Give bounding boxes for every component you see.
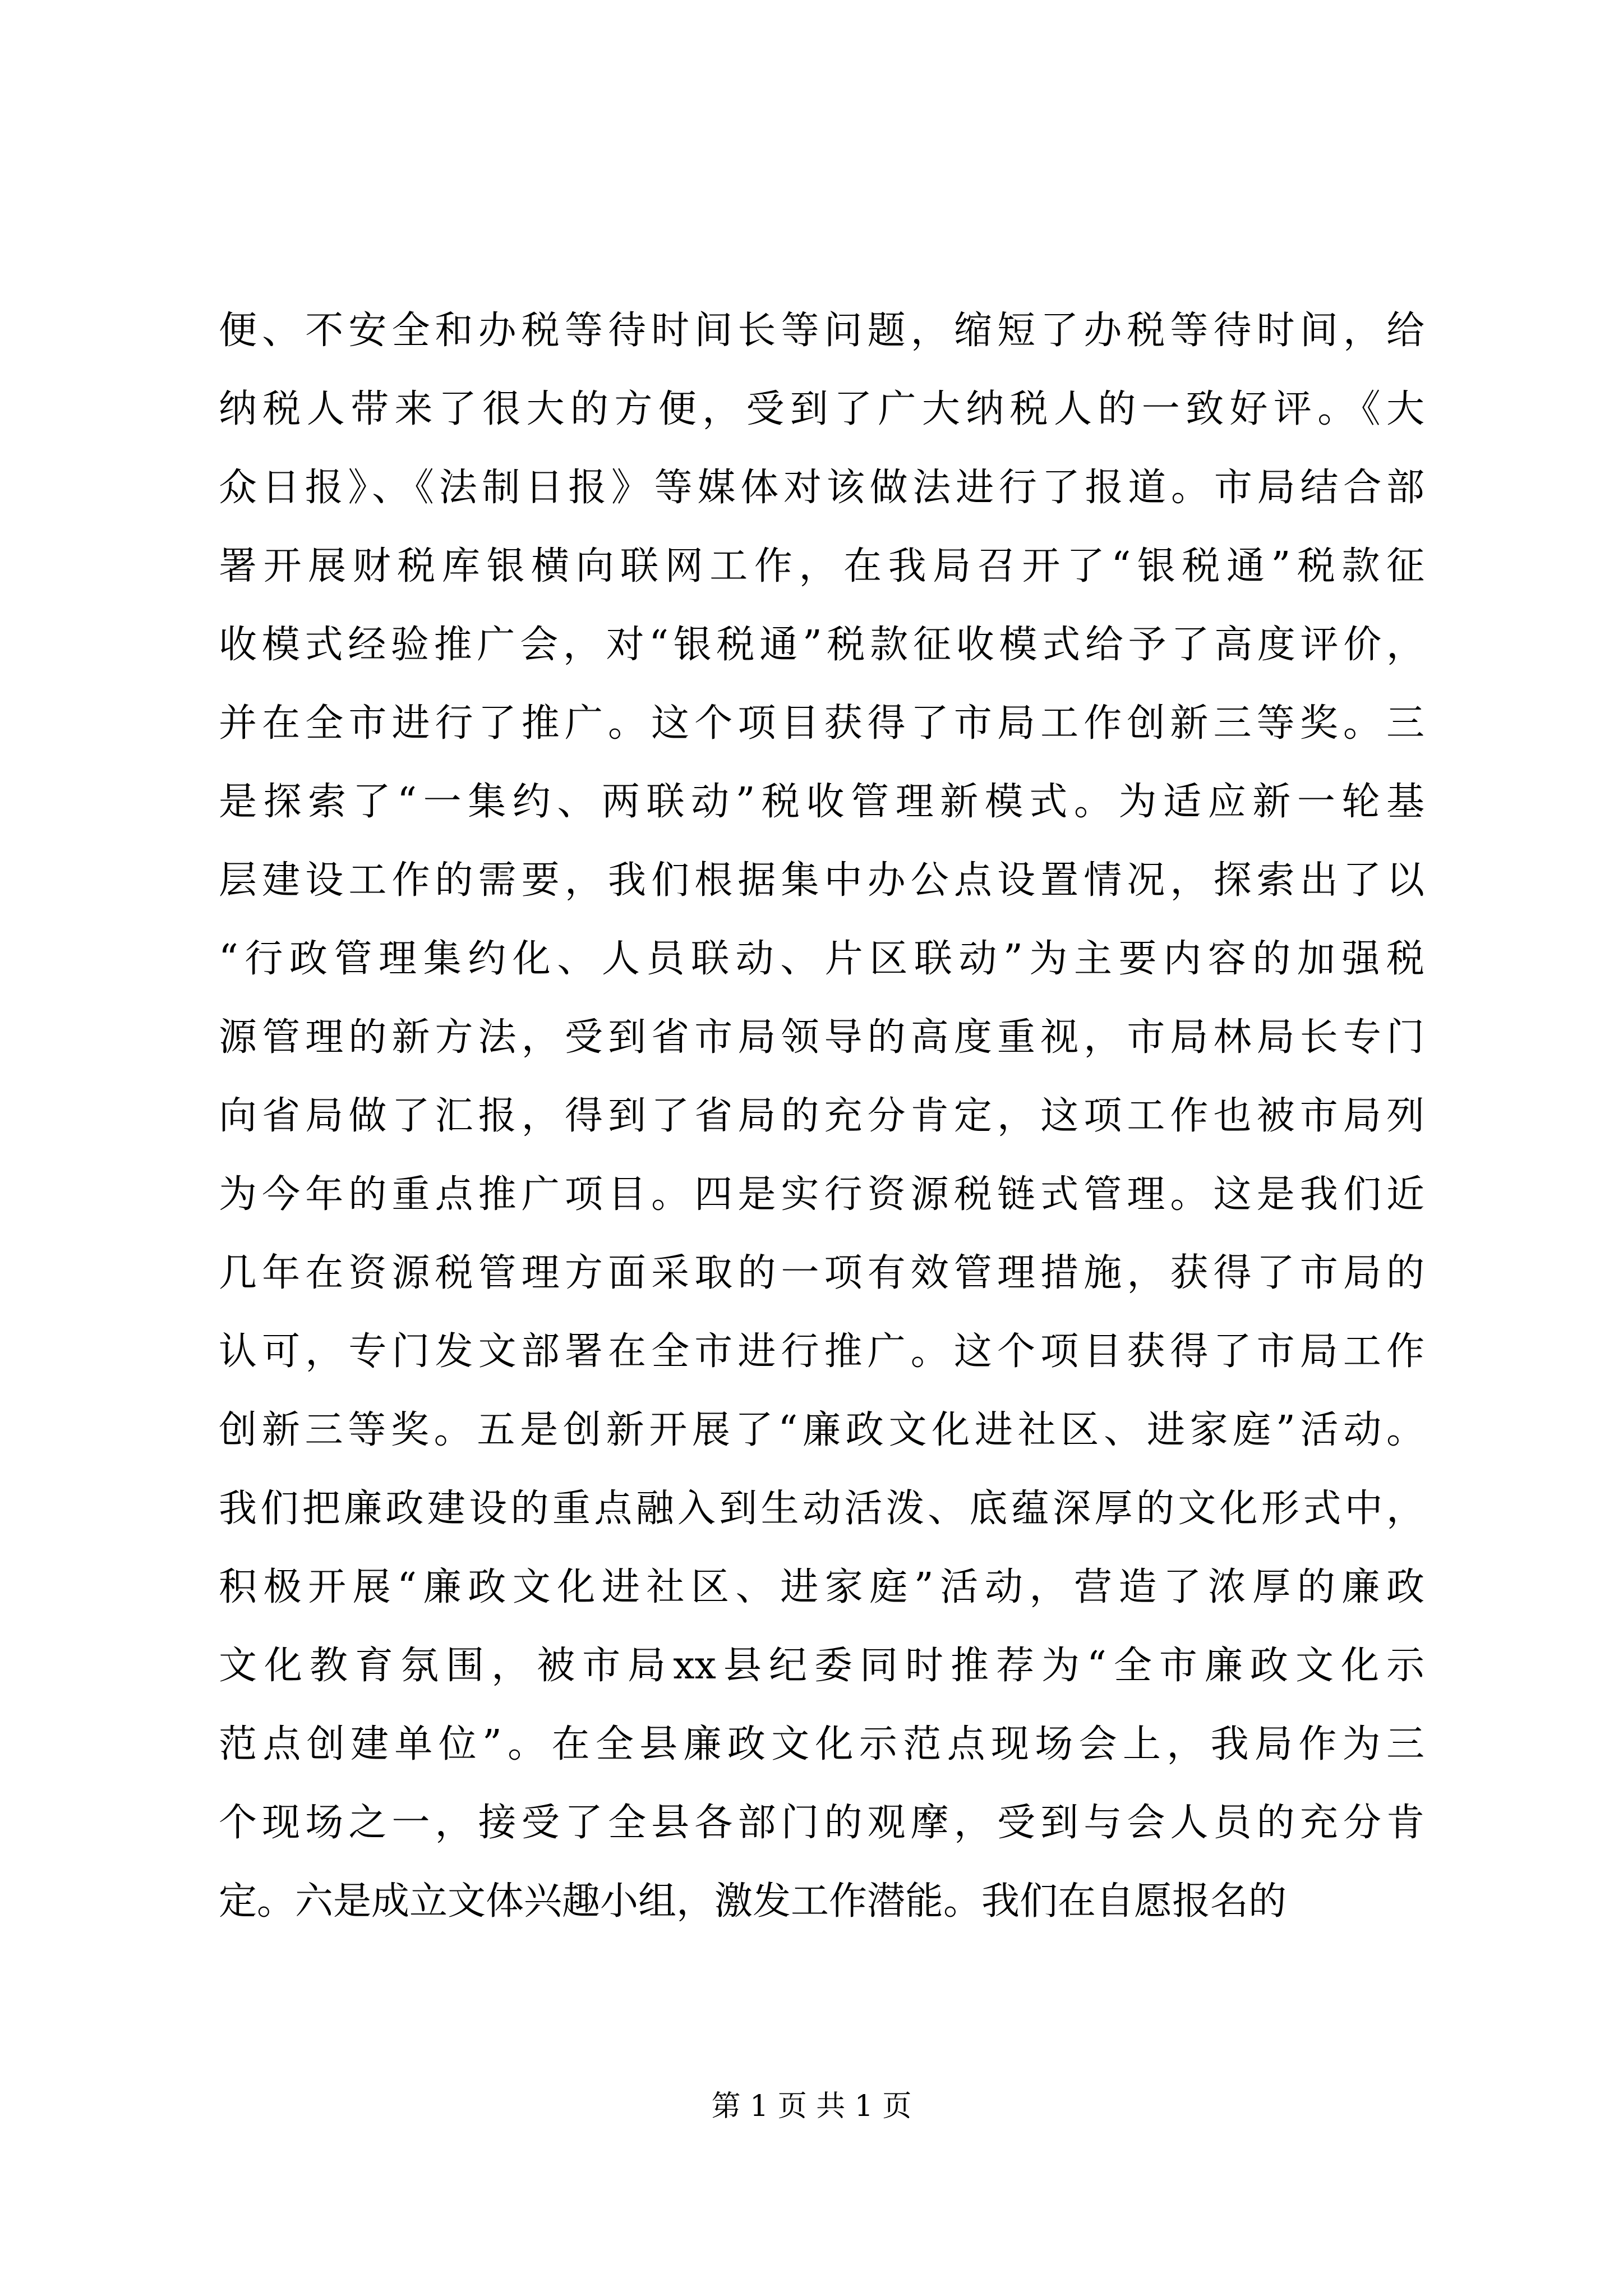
- text-line: 便、不安全和办税等待时间长等问题，缩短了办税等待时间，给: [219, 309, 1424, 353]
- page-number-label: 第 1 页 共 1 页: [711, 2090, 912, 2123]
- text-line: 认可，专门发文部署在全市进行推广。这个项目获得了市局工作: [219, 1329, 1424, 1374]
- text-line: 创新三等奖。五是创新开展了“廉政文化进社区、进家庭”活动。: [219, 1408, 1424, 1452]
- page-footer: [0, 2087, 1623, 2126]
- text-line: 我们把廉政建设的重点融入到生动活泼、底蕴深厚的文化形式中，: [219, 1487, 1424, 1531]
- text-line: 向省局做了汇报，得到了省局的充分肯定，这项工作也被市局列: [219, 1094, 1424, 1138]
- text-line: 众日报》、《法制日报》等媒体对该做法进行了报道。市局结合部: [219, 466, 1424, 510]
- text-line: 收模式经验推广会，对“银税通”税款征收模式给予了高度评价，: [219, 623, 1424, 667]
- text-line: 文化教育氛围，被市局xx县纪委同时推荐为“全市廉政文化示: [219, 1644, 1424, 1688]
- text-line: 个现场之一，接受了全县各部门的观摩，受到与会人员的充分肯: [219, 1801, 1424, 1845]
- text-line: 源管理的新方法，受到省市局领导的高度重视，市局林局长专门: [219, 1015, 1424, 1060]
- text-line: 纳税人带来了很大的方便，受到了广大纳税人的一致好评。《大: [219, 387, 1424, 431]
- text-line: 并在全市进行了推广。这个项目获得了市局工作创新三等奖。三: [219, 701, 1424, 746]
- text-line: 几年在资源税管理方面采取的一项有效管理措施，获得了市局的: [219, 1251, 1424, 1295]
- text-line: 范点创建单位”。在全县廉政文化示范点现场会上，我局作为三: [219, 1722, 1424, 1766]
- text-line: 积极开展“廉政文化进社区、进家庭”活动，营造了浓厚的廉政: [219, 1565, 1424, 1609]
- text-line: 是探索了“一集约、两联动”税收管理新模式。为适应新一轮基: [219, 780, 1424, 824]
- text-line: “行政管理集约化、人员联动、片区联动”为主要内容的加强税: [219, 937, 1424, 981]
- text-line: 层建设工作的需要，我们根据集中办公点设置情况，探索出了以: [219, 858, 1424, 903]
- text-line: 署开展财税库银横向联网工作，在我局召开了“银税通”税款征: [219, 544, 1424, 588]
- text-line: 为今年的重点推广项目。四是实行资源税链式管理。这是我们近: [219, 1172, 1424, 1217]
- text-line: 定。六是成立文体兴趣小组，激发工作潜能。我们在自愿报名的: [219, 1879, 1287, 1924]
- body-text: [219, 292, 1424, 1941]
